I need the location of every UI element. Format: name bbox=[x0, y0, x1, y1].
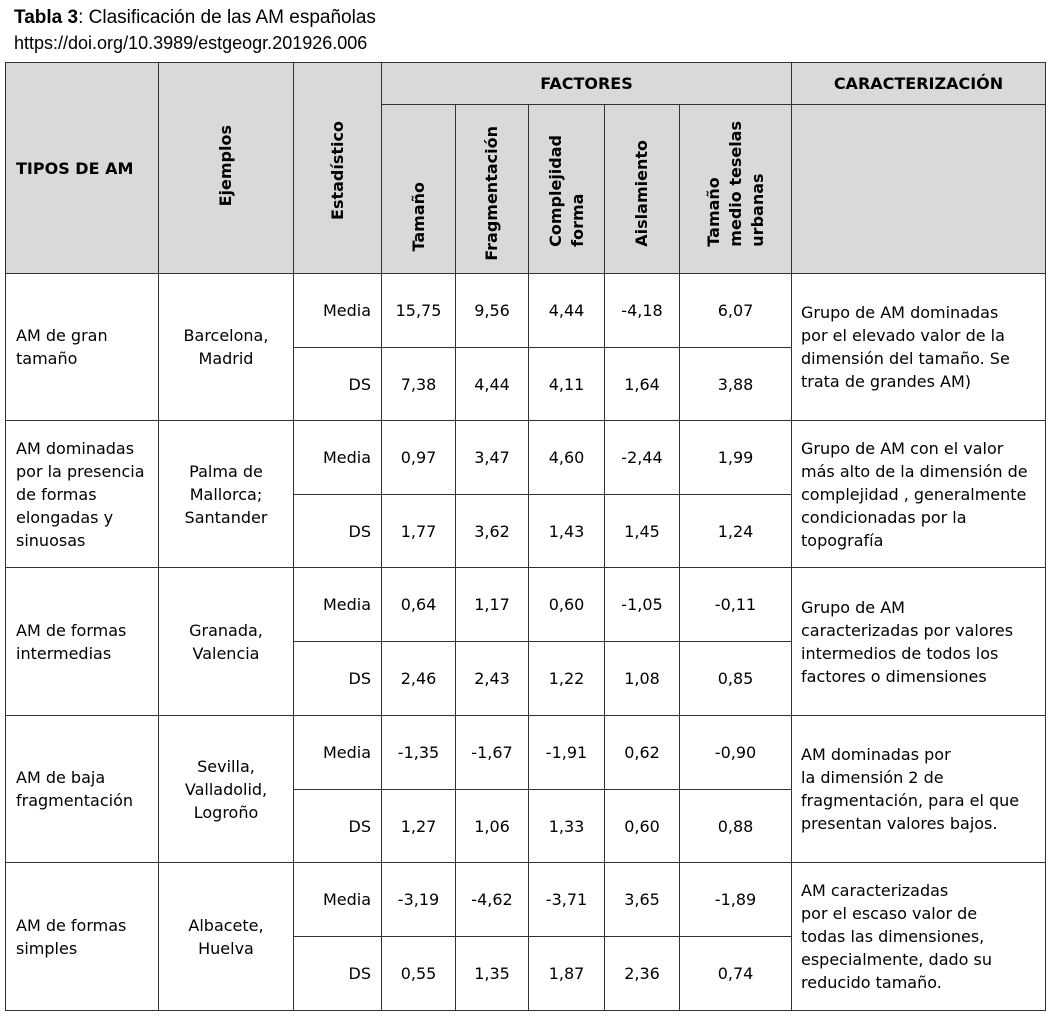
value-cell: 1,45 bbox=[605, 495, 680, 568]
ejemplos-cell: Sevilla, Valladolid, Logroño bbox=[159, 716, 294, 863]
ejemplos-cell: Granada, Valencia bbox=[159, 568, 294, 716]
value-cell: -1,05 bbox=[605, 568, 680, 642]
value-cell: -0,90 bbox=[680, 716, 792, 790]
value-cell: 2,36 bbox=[605, 937, 680, 1011]
header-tipos: TIPOS DE AM bbox=[6, 63, 159, 274]
value-cell: 0,55 bbox=[382, 937, 456, 1011]
value-cell: 2,43 bbox=[456, 642, 529, 716]
ejemplos-cell: Albacete, Huelva bbox=[159, 863, 294, 1011]
caracterizacion-cell: Grupo de AM dominadas por el elevado valor de la dimensión del tamaño. Se trata de grandes AM) bbox=[792, 274, 1046, 421]
table-row bbox=[6, 274, 1046, 348]
header-fragmentacion: Fragmentación bbox=[456, 105, 529, 274]
value-cell: 9,56 bbox=[456, 274, 529, 348]
value-cell: 0,97 bbox=[382, 421, 456, 495]
value-cell: -4,18 bbox=[605, 274, 680, 348]
statistic-label: Media bbox=[294, 863, 382, 937]
value-cell: 1,27 bbox=[382, 790, 456, 863]
value-cell: -2,44 bbox=[605, 421, 680, 495]
value-cell: 1,77 bbox=[382, 495, 456, 568]
value-cell: -1,35 bbox=[382, 716, 456, 790]
table-row bbox=[6, 863, 1046, 937]
value-cell: 2,46 bbox=[382, 642, 456, 716]
value-cell: -1,89 bbox=[680, 863, 792, 937]
value-cell: 1,17 bbox=[456, 568, 529, 642]
table-row bbox=[6, 568, 1046, 642]
statistic-label: DS bbox=[294, 348, 382, 421]
header-ejemplos: Ejemplos bbox=[159, 63, 294, 274]
caracterizacion-cell: Grupo de AM caracterizadas por valores intermedios de todos los factores o dimensiones bbox=[792, 568, 1046, 716]
value-cell: -1,91 bbox=[529, 716, 605, 790]
value-cell: 1,06 bbox=[456, 790, 529, 863]
header-caracterizacion: CARACTERIZACIÓN bbox=[792, 63, 1046, 105]
caracterizacion-cell: AM caracterizadas por el escaso valor de todas las dimensiones, especialmente, dado su reducido tamaño. bbox=[792, 863, 1046, 1011]
tipo-cell: AM de formas simples bbox=[6, 863, 159, 1011]
value-cell: 4,44 bbox=[529, 274, 605, 348]
header-factores: FACTORES bbox=[382, 63, 792, 105]
value-cell: -3,71 bbox=[529, 863, 605, 937]
value-cell: 1,43 bbox=[529, 495, 605, 568]
header-estadistico: Estadístico bbox=[294, 63, 382, 274]
header-tamano: Tamaño bbox=[382, 105, 456, 274]
value-cell: 1,22 bbox=[529, 642, 605, 716]
value-cell: 3,65 bbox=[605, 863, 680, 937]
value-cell: -1,67 bbox=[456, 716, 529, 790]
value-cell: -3,19 bbox=[382, 863, 456, 937]
value-cell: 0,62 bbox=[605, 716, 680, 790]
tipo-cell: AM de formas intermedias bbox=[6, 568, 159, 716]
value-cell: 3,47 bbox=[456, 421, 529, 495]
caption-text: : Clasificación de las AM españolas bbox=[78, 7, 376, 28]
caption-label: Tabla 3 bbox=[14, 7, 79, 28]
caracterizacion-cell: AM dominadas por la dimensión 2 de fragmentación, para el que presentan valores bajos. bbox=[792, 716, 1046, 863]
statistic-label: DS bbox=[294, 642, 382, 716]
table-row bbox=[6, 716, 1046, 790]
value-cell: 1,33 bbox=[529, 790, 605, 863]
ejemplos-cell: Palma de Mallorca; Santander bbox=[159, 421, 294, 568]
value-cell: 1,24 bbox=[680, 495, 792, 568]
header-complejidad: Complejidad forma bbox=[529, 105, 605, 274]
value-cell: 6,07 bbox=[680, 274, 792, 348]
value-cell: 1,99 bbox=[680, 421, 792, 495]
tipo-cell: AM de gran tamaño bbox=[6, 274, 159, 421]
value-cell: 0,85 bbox=[680, 642, 792, 716]
value-cell: 1,08 bbox=[605, 642, 680, 716]
value-cell: 4,44 bbox=[456, 348, 529, 421]
value-cell: 7,38 bbox=[382, 348, 456, 421]
value-cell: 0,64 bbox=[382, 568, 456, 642]
statistic-label: DS bbox=[294, 790, 382, 863]
statistic-label: DS bbox=[294, 495, 382, 568]
header-aislamiento: Aislamiento bbox=[605, 105, 680, 274]
value-cell: 15,75 bbox=[382, 274, 456, 348]
statistic-label: Media bbox=[294, 716, 382, 790]
statistic-label: Media bbox=[294, 568, 382, 642]
value-cell: 3,88 bbox=[680, 348, 792, 421]
value-cell: 3,62 bbox=[456, 495, 529, 568]
caracterizacion-cell: Grupo de AM con el valor más alto de la dimensión de complejidad , generalmente condicionadas por la topografía bbox=[792, 421, 1046, 568]
value-cell: 4,60 bbox=[529, 421, 605, 495]
tipo-cell: AM de baja fragmentación bbox=[6, 716, 159, 863]
value-cell: -4,62 bbox=[456, 863, 529, 937]
doi-link[interactable]: https://doi.org/10.3989/estgeogr.201926.006 bbox=[14, 33, 368, 53]
header-teselas: Tamaño medio teselas urbanas bbox=[680, 105, 792, 274]
value-cell: 4,11 bbox=[529, 348, 605, 421]
value-cell: 1,87 bbox=[529, 937, 605, 1011]
classification-table bbox=[5, 62, 1046, 1011]
value-cell: 0,74 bbox=[680, 937, 792, 1011]
value-cell: 0,60 bbox=[529, 568, 605, 642]
value-cell: 0,88 bbox=[680, 790, 792, 863]
value-cell: -0,11 bbox=[680, 568, 792, 642]
tipo-cell: AM dominadas por la presencia de formas elongadas y sinuosas bbox=[6, 421, 159, 568]
ejemplos-cell: Barcelona, Madrid bbox=[159, 274, 294, 421]
table-row bbox=[6, 421, 1046, 495]
value-cell: 1,35 bbox=[456, 937, 529, 1011]
value-cell: 0,60 bbox=[605, 790, 680, 863]
statistic-label: DS bbox=[294, 937, 382, 1011]
header-caracterizacion-empty bbox=[792, 105, 1046, 274]
table-caption bbox=[14, 6, 376, 30]
value-cell: 1,64 bbox=[605, 348, 680, 421]
statistic-label: Media bbox=[294, 421, 382, 495]
statistic-label: Media bbox=[294, 274, 382, 348]
